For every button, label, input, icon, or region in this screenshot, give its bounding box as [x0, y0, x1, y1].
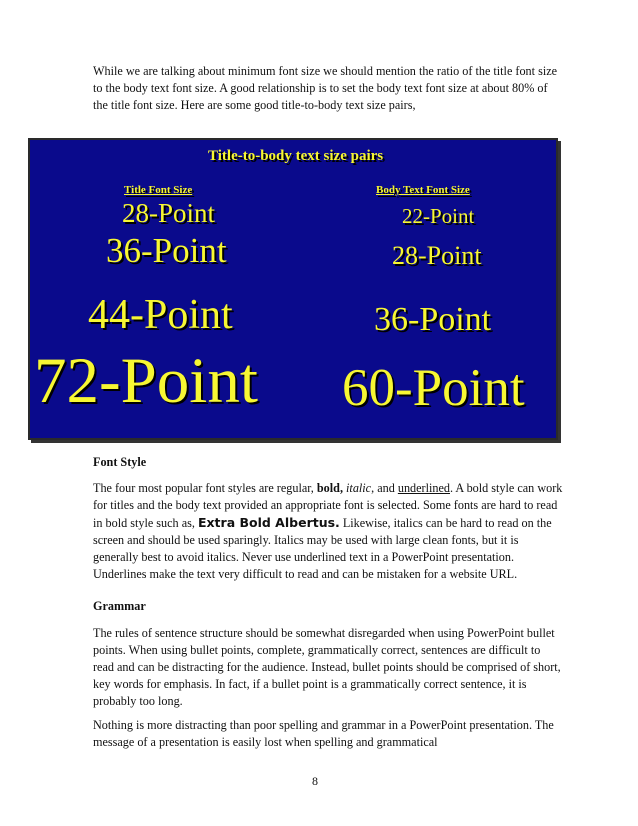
page-number: 8	[312, 774, 318, 788]
title-size-36: 36-Point	[106, 231, 227, 270]
title-body-size-slide	[28, 138, 558, 440]
underlined-example: underlined	[397, 481, 450, 495]
font-style-paragraph	[93, 480, 563, 583]
text-run: Likewise, italics can be hard to read on the screen and should be used sparingly. Italics may be used with large clean fonts, but it is generally best to avoid italics. Never use underlined text in a PowerPoint presentation. Underlines make the text very difficult to read and can be mistaken for a website URL.	[93, 516, 552, 581]
text-run: The four most popular font styles are regular,	[93, 481, 317, 495]
font-style-heading: Font Style	[93, 455, 147, 469]
intro-paragraph: While we are talking about minimum font size we should mention the ratio of the title font size to the body text font size. A good relationship is to set the body text font size at about 80% of the title font size. Here are some good title-to-body text size pairs,	[93, 64, 558, 112]
title-size-28: 28-Point	[122, 198, 216, 228]
body-size-28: 28-Point	[392, 241, 482, 270]
title-font-size-header: Title Font Size	[124, 184, 193, 196]
grammar-paragraph-1: The rules of sentence structure should be somewhat disregarded when using PowerPoint bullet points. When using bullet points, complete, grammatically correct, sentences are difficult to read and can be distracting for the audience. Instead, bullet points should be comprised of short, key words for emphasis. In fact, if a bullet point is a grammatically correct sentence, it is probably too long.	[93, 626, 561, 708]
body-size-22: 22-Point	[402, 204, 475, 228]
text-run: , and	[371, 481, 398, 495]
bold-example: bold,	[316, 481, 343, 495]
body-font-size-header: Body Text Font Size	[376, 184, 470, 196]
italic-example: italic	[346, 481, 372, 495]
grammar-heading: Grammar	[93, 599, 146, 613]
body-size-36: 36-Point	[374, 301, 492, 338]
albertus-example: Extra Bold Albertus.	[197, 515, 340, 530]
text-run: . A bold style can work for titles and the body text provided an appropriate font is selected. Some fonts are hard to read in bold style such as,	[93, 481, 563, 530]
title-size-72: 72-Point	[34, 345, 258, 417]
grammar-paragraph-2: Nothing is more distracting than poor spelling and grammar in a PowerPoint presentation. The message of a presentation is easily lost when spelling and grammatical	[93, 718, 554, 749]
body-size-60: 60-Point	[342, 359, 525, 417]
title-size-44: 44-Point	[88, 292, 233, 338]
slide-title: Title-to-body text size pairs	[208, 148, 384, 164]
